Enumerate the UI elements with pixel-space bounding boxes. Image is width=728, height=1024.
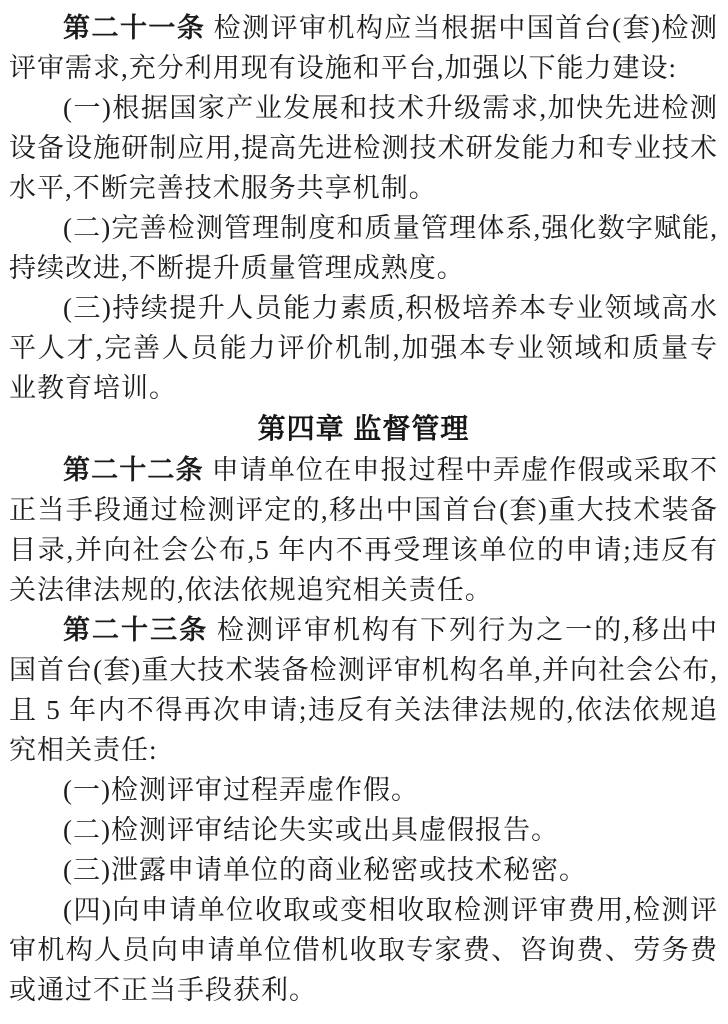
- article-paragraph: [9, 8, 718, 88]
- article-text: 申请单位在申报过程中弄虚作假或采取不正当手段通过检测评定的,移出中国首台(套)重大技术装备目录,并向社会公布,5 年内不再受理该单位的申请;违反有关法律法规的,依法依规追究相关责任。: [9, 455, 719, 605]
- article-number: 第二十二条: [63, 455, 204, 485]
- article-number: 第二十一条: [63, 13, 206, 43]
- article-paragraph: [9, 450, 718, 610]
- item-paragraph: (四)向申请单位收取或变相收取检测评审费用,检测评审机构人员向申请单位借机收取专家费、咨询费、劳务费或通过不正当手段获利。: [9, 895, 718, 1005]
- article-paragraph: [9, 610, 718, 770]
- item-paragraph: (一)检测评审过程弄虚作假。: [63, 775, 419, 805]
- item-paragraph: (三)持续提升人员能力素质,积极培养本专业领域高水平人才,完善人员能力评价机制,加强本专业领域和质量专业教育培训。: [9, 293, 718, 403]
- document-content: [9, 8, 718, 1010]
- article-text: 检测评审机构有下列行为之一的,移出中国首台(套)重大技术装备检测评审机构名单,并向社会公布,且 5 年内不得再次申请;违反有关法律法规的,依法依规追究相关责任:: [9, 615, 719, 765]
- article-number: 第二十三条: [63, 615, 209, 645]
- item-paragraph: (一)根据国家产业发展和技术升级需求,加快先进检测设备设施研制应用,提高先进检测技术研发能力和专业技术水平,不断完善技术服务共享机制。: [9, 93, 718, 203]
- item-paragraph: (二)检测评审结论失实或出具虚假报告。: [63, 815, 559, 845]
- chapter-heading: 第四章 监督管理: [257, 413, 470, 444]
- article-text: 检测评审机构应当根据中国首台(套)检测评审需求,充分利用现有设施和平台,加强以下能力建设:: [9, 13, 719, 83]
- item-paragraph: (三)泄露申请单位的商业秘密或技术秘密。: [63, 855, 587, 885]
- item-paragraph: (二)完善检测管理制度和质量管理体系,强化数字赋能,持续改进,不断提升质量管理成熟度。: [9, 213, 718, 283]
